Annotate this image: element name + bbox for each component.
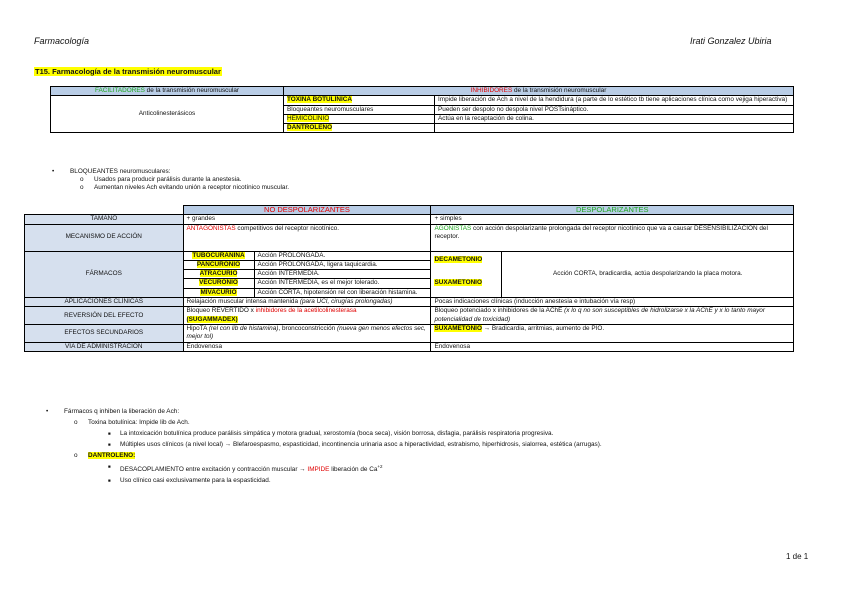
list-item: ■ Múltiples usos clínicos (a nivel local) → Blefaroespasmo, espasticidad, incontinencia urinaria asoc a hiperactividad, estrabismo, hiperhidrosis, sialorrea, estética (arrugas). xyxy=(120,441,804,449)
header-despolarizantes: DESPOLARIZANTES xyxy=(431,206,794,215)
list-item: o Usados para producir parálisis durante la anestesia. xyxy=(94,176,289,184)
cell-hemicolinio: HEMICOLINIO xyxy=(284,114,435,123)
label-farmacos: FÁRMACOS xyxy=(25,251,184,297)
cell-pancuronio-desc: Acción PROLONGADA, ligera taquicardia. xyxy=(254,260,431,269)
cell-desp-desc: Acción CORTA, bradicardia, actúa despolarizando la placa motora. xyxy=(502,251,794,297)
list-item: ■ La intoxicación botulínica produce parálisis simpática y motora gradual, xerostomía (boca seca), visión borrosa, disfagia, parálisis respiratoria progresiva. xyxy=(120,430,804,438)
label-efectos: EFECTOS SECUNDARIOS xyxy=(25,324,184,342)
cell-dantroleno-desc xyxy=(435,124,794,133)
cell-mecanismo-nd: ANTAGONISTAS competitivos del receptor nicotínico. xyxy=(183,224,431,251)
cell-via-nd: Endovenosa xyxy=(183,342,431,351)
list-item: ■ Uso clínico casi exclusivamente para la espasticidad. xyxy=(120,477,804,485)
header-no-despolarizantes: NO DESPOLARIZANTES xyxy=(183,206,431,215)
cell-aplicaciones-d: Pocas indicaciones clínicas (inducción anestesia e intubación vía resp) xyxy=(431,298,794,307)
cell-bloqueantes: Bloqueantes neuromusculares xyxy=(284,105,435,114)
cell-toxina: TOXINA BOTULÍNICA xyxy=(284,96,435,105)
cell-mecanismo-d: AGONISTAS con acción despolarizante prolongada del receptor nicotínico que va a causar DESENSIBILIZACIÓN del receptor. xyxy=(431,224,794,251)
list-item: o DANTROLENO: xyxy=(88,452,804,460)
cell-toxina-desc: Impide liberación de Ach a nivel de la hendidura (a parte de lo estético tb tiene aplicaciones clínica como vejiga hiperactiva) xyxy=(435,96,794,105)
header-subject: Farmacología xyxy=(34,36,90,46)
page-number: 1 de 1 xyxy=(786,552,809,561)
cell-decametonio: DECAMETONIO xyxy=(431,251,502,270)
document-title: T15. Farmacología de la transmisión neuromuscular xyxy=(35,67,221,76)
table-corner xyxy=(25,206,184,215)
list-item: o Toxina botulínica: Impide lib de Ach. xyxy=(88,419,804,427)
cell-tubocuranina: TUBOCURANINA xyxy=(183,251,254,260)
cell-efectos-d: SUXAMETONIO → Bradicardia, arritmias, aumento de PIO. xyxy=(431,324,794,342)
cell-mivacurio-desc: Acción CORTA, hipotensión rel con liberación histamina. xyxy=(254,288,431,297)
bullet-list-bloqueantes xyxy=(70,168,289,192)
cell-vecuronio: VECURONIO xyxy=(183,279,254,288)
cell-tamano-d: + simples xyxy=(431,215,794,224)
cell-atracurio: ATRACURIO xyxy=(183,270,254,279)
list-item: ■ DESACOPLAMIENTO entre excitación y contracción muscular → IMPIDE liberación de $Ca^{+2}$ xyxy=(120,463,804,474)
list-item: o Aumentan niveles Ach evitando unión a receptor nicotínico muscular. xyxy=(94,184,289,192)
cell-vecuronio-desc: Acción INTERMEDIA, es el mejor tolerado. xyxy=(254,279,431,288)
cell-aplicaciones-nd: Relajación muscular intensa mantenida (para UCI, cirugías prolongadas) xyxy=(183,298,431,307)
label-aplicaciones: APLICACIONES CLÍNICAS xyxy=(25,298,184,307)
cell-efectos-nd: HipoTA (rel con lib de histamina), broncoconstricción (nueva gen menos efectos sec, mejor tol) xyxy=(183,324,431,342)
header-author: Irati Gonzalez Ubiria xyxy=(690,36,772,46)
cell-reversion-nd: Bloqueo REVERTIDO x inhibidores de la acetilcolinesterasa (SUGAMMADEX) xyxy=(183,307,431,325)
label-mecanismo: MECANISMO DE ACCIÓN xyxy=(25,224,184,251)
cell-tamano-nd: + grandes xyxy=(183,215,431,224)
table-transmision xyxy=(50,86,794,133)
label-tamano: TAMAÑO xyxy=(25,215,184,224)
cell-hemicolinio-desc: Actúa en la recaptación de colina. xyxy=(435,114,794,123)
cell-tubocuranina-desc: Acción PROLONGADA. xyxy=(254,251,431,260)
cell-anticolinesterasicos: Anticolinesterásicos xyxy=(51,96,284,133)
cell-via-d: Endovenosa xyxy=(431,342,794,351)
cell-mivacurio: MIVACURIO xyxy=(183,288,254,297)
cell-reversion-d: Bloqueo potenciado x inhibidores de la AChE (x lo q no son susceptibles de hidrolizarse x la AChE y x lo tanto mayor potencialidad de toxicidad) xyxy=(431,307,794,325)
cell-dantroleno: DANTROLENO xyxy=(284,124,435,133)
list-item: • Fármacos q inhiben la liberación de Ach: xyxy=(64,408,804,416)
cell-atracurio-desc: Acción INTERMEDIA. xyxy=(254,270,431,279)
bullet-list-inhiben xyxy=(64,408,804,485)
cell-pancuronio: PANCURONIO xyxy=(183,260,254,269)
list-item: • BLOQUEANTES neuromusculares: xyxy=(70,168,289,176)
header-inhibidores: INHIBIDORES de la transmisión neuromuscular xyxy=(284,87,794,96)
label-reversion: REVERSIÓN DEL EFECTO xyxy=(25,307,184,325)
header-facilitadores: FACILITADORES de la transmisión neuromuscular xyxy=(51,87,284,96)
cell-bloqueantes-desc: Pueden ser despolo no despola nivel POSTsináptico. xyxy=(435,105,794,114)
table-bloqueantes xyxy=(24,205,794,352)
cell-suxametonio: SUXAMETONIO xyxy=(431,270,502,298)
label-via: VÍA DE ADMINISTRACIÓN xyxy=(25,342,184,351)
